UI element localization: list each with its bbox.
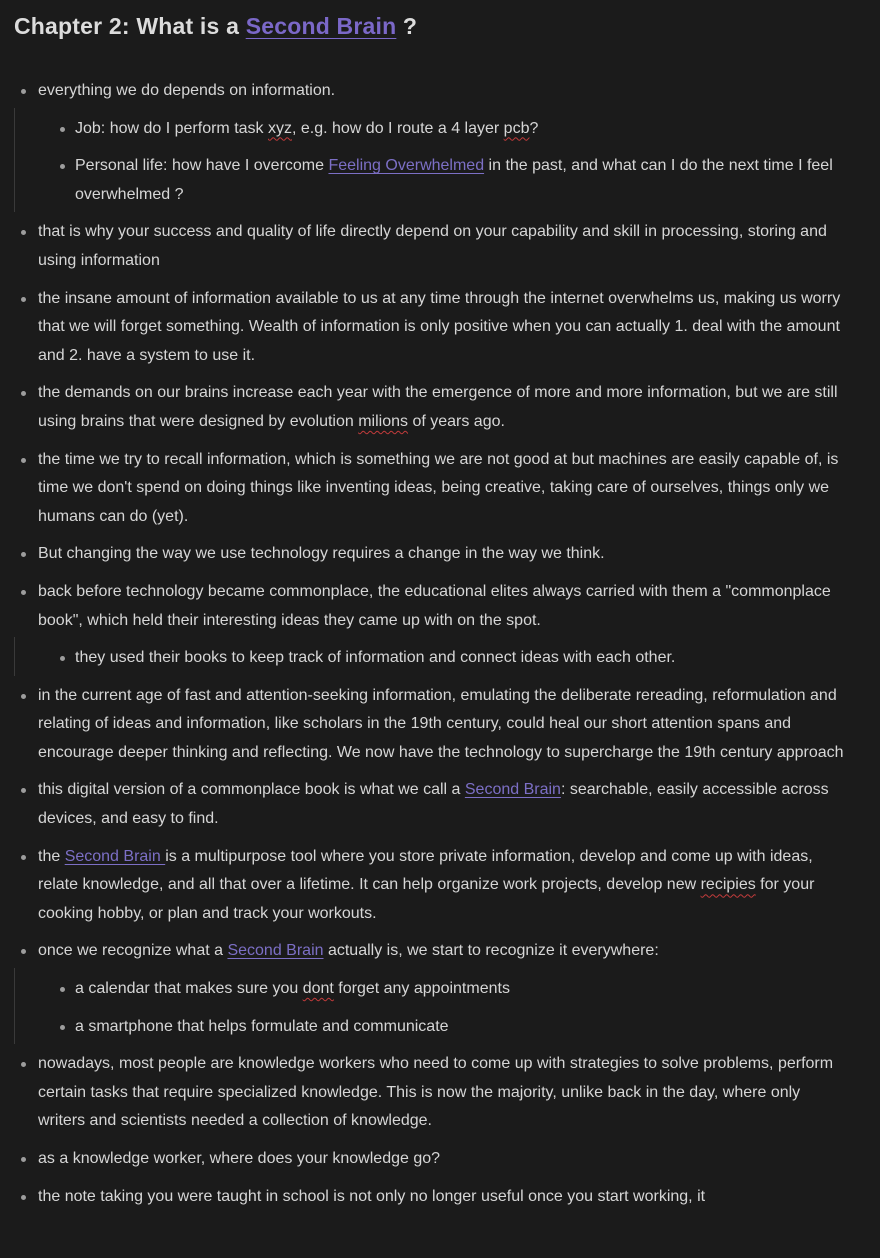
text-run: the time we try to recall information, which is something we are not good at but machines are easily capable of, is time we don't spend on doing things like inventing ideas, being creative, taking care of ourselves, things only we humans can do (yet). (38, 450, 839, 525)
text-run: : searchable, easily accessible across devices, and easy to find. (38, 781, 829, 828)
bullet-icon (60, 127, 65, 132)
list-item (0, 1050, 880, 1136)
misspelled-word: xyz (267, 119, 292, 137)
text-run: once we recognize what a (38, 942, 228, 960)
sub-list (0, 975, 880, 1050)
list-item (0, 446, 880, 532)
text-run: Job: how do I perform task (75, 119, 268, 137)
bullet-icon (21, 1157, 26, 1162)
text-run: they used their books to keep track of information and connect ideas with each other. (75, 649, 676, 667)
text-run: the note taking you were taught in school is not only no longer useful once you start working, it (38, 1187, 706, 1205)
bullet-icon (60, 987, 65, 992)
bullet-icon (21, 949, 26, 954)
bullet-icon (21, 694, 26, 699)
list-item (0, 682, 880, 768)
bullet-icon (60, 164, 65, 169)
list-item (0, 644, 880, 673)
list-item (0, 540, 880, 569)
internal-link[interactable]: Feeling Overwhelmed (328, 157, 485, 175)
list-item (0, 1145, 880, 1174)
list-item (0, 152, 880, 209)
text-run: But changing the way we use technology requires a change in the way we think. (38, 545, 605, 563)
list-item (0, 1013, 880, 1042)
outline (0, 77, 880, 1211)
misspelled-word: milions (358, 412, 408, 430)
text-run: a smartphone that helps formulate and communicate (75, 1017, 449, 1035)
text-run: back before technology became commonplace, the educational elites always carried with them a "commonplace book", which held their interesting ideas they came up with on the spot. (38, 582, 831, 629)
text-run: that is why your success and quality of life directly depend on your capability and skill in processing, storing and using information (38, 223, 827, 269)
bullet-icon (60, 656, 65, 661)
bullet-icon (21, 590, 26, 595)
list-item (0, 975, 880, 1004)
text-run: forget any appointments (333, 980, 510, 998)
text-run: in the current age of fast and attention-seeking information, emulating the deliberate rereading, reformulation and relating of ideas and information, like scholars in the 19th century, could heal our short attention spans and encourage deeper thinking and reflecting. We now have the technology to supercharge the 19th century approach (38, 686, 844, 761)
misspelled-word: dont (302, 980, 334, 998)
internal-link[interactable]: Second Brain (464, 781, 561, 799)
bullet-icon (21, 458, 26, 463)
list-item (0, 776, 880, 833)
text-run: actually is, we start to recognize it everywhere: (323, 942, 659, 960)
list-item (0, 843, 880, 929)
bullet-icon (21, 1062, 26, 1067)
text-run: the insane amount of information available to us at any time through the internet overwhelms us, making us worry that we will forget something. Wealth of information is only positive when you can actually 1. deal with the amount and 2. have a system to use it. (38, 289, 841, 364)
bullet-icon (21, 552, 26, 557)
list-item (0, 77, 880, 106)
list-item (0, 937, 880, 966)
list-item (0, 115, 880, 144)
misspelled-word: pcb (503, 119, 530, 137)
bullet-icon (21, 297, 26, 302)
title-text-after: ? (396, 13, 418, 39)
bullet-icon (21, 788, 26, 793)
list-item (0, 218, 880, 275)
text-run: a calendar that makes sure you (75, 980, 303, 998)
page-title (0, 11, 880, 41)
text-run: Personal life: how have I overcome (75, 157, 329, 175)
list-item (0, 578, 880, 635)
title-text-before: Chapter 2: What is a (14, 13, 246, 39)
text-run: , e.g. how do I route a 4 layer (291, 119, 504, 137)
bullet-icon (60, 1025, 65, 1030)
list-item (0, 285, 880, 371)
text-run: nowadays, most people are knowledge workers who need to come up with strategies to solve problems, perform certain tasks that require specialized knowledge. This is now the majority, unlike back in the day, where only writers and scientists needed a collection of knowledge. (38, 1055, 834, 1130)
text-run: for your cooking hobby, or plan and track your workouts. (38, 876, 815, 922)
text-run: as a knowledge worker, where does your knowledge go? (38, 1150, 441, 1167)
sub-list (0, 115, 880, 219)
sub-list (0, 644, 880, 682)
text-run: of years ago. (408, 412, 505, 430)
misspelled-word: recipies (700, 876, 756, 894)
bullet-icon (21, 230, 26, 235)
text-run: is a multipurpose tool where you store private information, develop and come up with ideas, relate knowledge, and all that over a lifetime. It can help organize work projects, develop new (38, 847, 813, 894)
list-item (0, 379, 880, 436)
bullet-icon (21, 391, 26, 396)
internal-link[interactable]: Second Brain (64, 847, 166, 865)
text-run: this digital version of a commonplace book is what we call a (38, 781, 465, 799)
title-link[interactable]: Second Brain (245, 13, 397, 39)
bullet-icon (21, 855, 26, 860)
text-run: ? (529, 119, 539, 137)
text-run: the (38, 847, 65, 865)
text-run: everything we do depends on information. (38, 82, 336, 99)
list-item (0, 1183, 880, 1212)
text-run: in the past, and what can I do the next time I feel overwhelmed ? (75, 157, 833, 203)
internal-link[interactable]: Second Brain (227, 942, 324, 960)
bullet-icon (21, 89, 26, 94)
text-run: the demands on our brains increase each year with the emergence of more and more information, but we are still using brains that were designed by evolution (38, 384, 838, 430)
bullet-icon (21, 1195, 26, 1200)
